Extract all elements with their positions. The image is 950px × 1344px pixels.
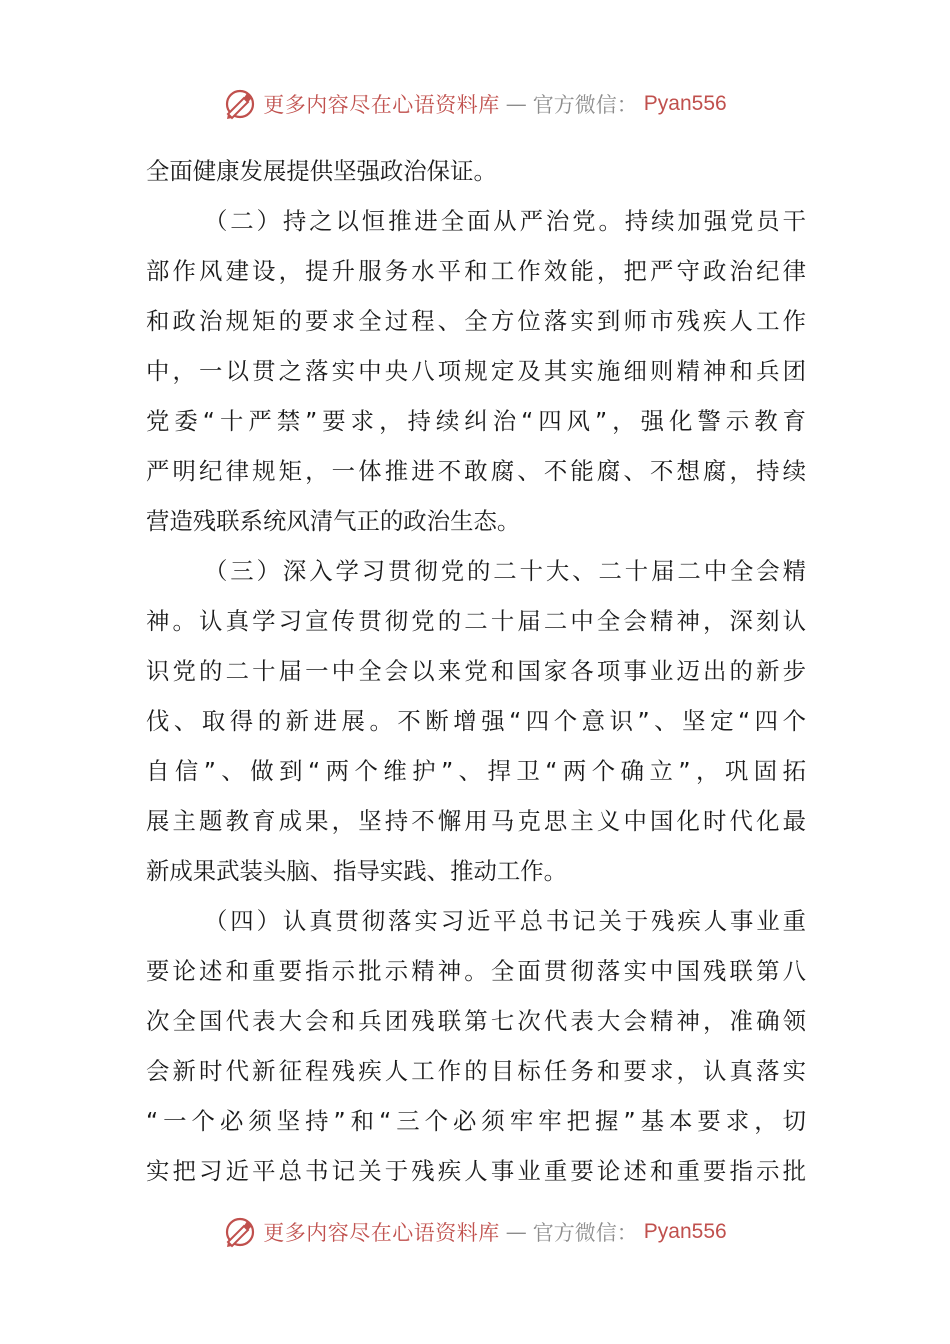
paragraph-line: 要论述和重要指示批示精神。全面贯彻落实中国残联第八 [146,957,806,985]
paragraph-line: 实把习近平总书记关于残疾人事业重要论述和重要指示批 [146,1157,806,1185]
watermark-label: 官方微信： [532,1221,638,1245]
paragraph-line: 部作风建设，提升服务水平和工作效能，把严守政治纪律 [146,257,806,285]
paragraph-line: 伐、取得的新进展。不断增强“四个意识”、坚定“四个 [146,707,806,735]
paragraph-line: 会新时代新征程残疾人工作的目标任务和要求，认真落实 [146,1057,806,1085]
paragraph-line: 新成果武装头脑、指导实践、推动工作。 [146,857,568,885]
paragraph-line: 展主题教育成果，坚持不懈用马克思主义中国化时代化最 [146,807,806,835]
paragraph-line: “一个必须坚持”和“三个必须牢牢把握”基本要求，切 [146,1107,806,1135]
section-heading-line: （三）深入学习贯彻党的二十大、二十届二中全会精 [204,557,806,585]
watermark-dash: — [505,1220,527,1244]
section-heading-line: （二）持之以恒推进全面从严治党。持续加强党员干 [204,207,806,235]
paragraph-line: 次全国代表大会和兵团残联第七次代表大会精神，准确领 [146,1007,806,1035]
watermark-label: 官方微信： [532,93,638,117]
document-body [146,146,806,1196]
watermark-text: 更多内容尽在心语资料库 [263,1221,500,1245]
paragraph-line: 全面健康发展提供坚强政治保证。 [146,157,497,185]
paragraph-line: 自信”、做到“两个维护”、捍卫“两个确立”，巩固拓 [146,757,806,785]
header-watermark [0,84,950,124]
watermark-wechat-id: Pyan556 [643,1220,727,1243]
section-heading-line: （四）认真贯彻落实习近平总书记关于残疾人事业重 [204,907,806,935]
paragraph-line: 和政治规矩的要求全过程、全方位落实到师市残疾人工作 [146,307,806,335]
pen-circle-logo-icon [223,1215,257,1249]
watermark-dash: — [505,92,527,116]
paragraph-line: 识党的二十届一中全会以来党和国家各项事业迈出的新步 [146,657,806,685]
pen-circle-logo-icon [223,87,257,121]
watermark-text: 更多内容尽在心语资料库 [263,93,500,117]
paragraph-line: 营造残联系统风清气正的政治生态。 [146,507,521,535]
paragraph-line: 中，一以贯之落实中央八项规定及其实施细则精神和兵团 [146,357,806,385]
paragraph-line: 严明纪律规矩，一体推进不敢腐、不能腐、不想腐，持续 [146,457,806,485]
watermark-wechat-id: Pyan556 [643,92,727,115]
paragraph-line: 党委“十严禁”要求，持续纠治“四风”，强化警示教育 [146,407,806,435]
paragraph-line: 神。认真学习宣传贯彻党的二十届二中全会精神，深刻认 [146,607,806,635]
footer-watermark [0,1212,950,1252]
